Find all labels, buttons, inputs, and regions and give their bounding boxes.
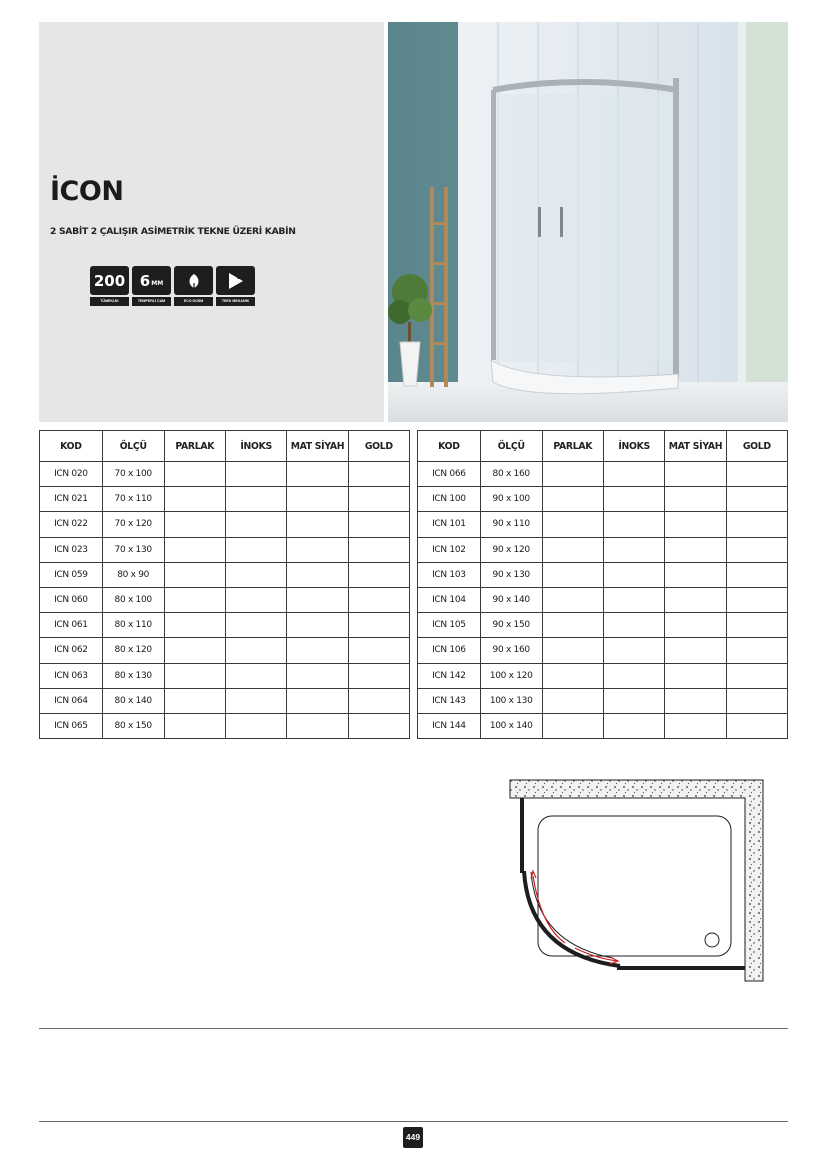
cell-inoks xyxy=(603,613,664,638)
header-mat-siyah: MAT SİYAH xyxy=(665,431,726,462)
cell-parlak xyxy=(542,587,603,612)
cell-parlak xyxy=(164,562,225,587)
cell-inoks xyxy=(603,587,664,612)
cell-kod: ICN 059 xyxy=(40,562,103,587)
cell-mat-siyah xyxy=(665,713,726,738)
badge-unit: MM xyxy=(151,280,164,287)
cell-parlak xyxy=(542,638,603,663)
cell-gold xyxy=(348,462,409,487)
cell-olcu: 70 x 100 xyxy=(102,462,164,487)
table-row xyxy=(40,688,410,713)
table-row xyxy=(40,537,410,562)
badge-caption: TEMPERLİ CAM xyxy=(132,297,171,306)
cell-mat-siyah xyxy=(665,663,726,688)
cell-inoks xyxy=(225,663,286,688)
cell-inoks xyxy=(603,462,664,487)
cell-gold xyxy=(348,638,409,663)
cell-olcu: 80 x 100 xyxy=(102,587,164,612)
cell-inoks xyxy=(603,663,664,688)
table-row xyxy=(418,613,788,638)
cell-mat-siyah xyxy=(665,562,726,587)
cell-mat-siyah xyxy=(287,688,348,713)
cell-inoks xyxy=(603,487,664,512)
cell-gold xyxy=(726,688,787,713)
cell-kod: ICN 104 xyxy=(418,587,481,612)
divider-lower xyxy=(39,1121,788,1122)
hero-panel xyxy=(39,22,384,422)
cell-mat-siyah xyxy=(665,462,726,487)
cell-parlak xyxy=(542,713,603,738)
cell-parlak xyxy=(164,537,225,562)
cell-gold xyxy=(348,512,409,537)
badge-200 xyxy=(90,266,129,306)
cell-parlak xyxy=(542,537,603,562)
header-olcu: ÖLÇÜ xyxy=(480,431,542,462)
table-row xyxy=(418,512,788,537)
cell-parlak xyxy=(164,487,225,512)
cell-gold xyxy=(726,713,787,738)
cell-kod: ICN 021 xyxy=(40,487,103,512)
cell-gold xyxy=(348,537,409,562)
cell-inoks xyxy=(225,562,286,587)
page-number: 449 xyxy=(403,1127,423,1148)
cell-inoks xyxy=(603,562,664,587)
cell-inoks xyxy=(225,512,286,537)
badge-eco xyxy=(174,266,213,306)
cell-olcu: 70 x 120 xyxy=(102,512,164,537)
cell-kod: ICN 061 xyxy=(40,613,103,638)
header-olcu: ÖLÇÜ xyxy=(102,431,164,462)
cell-inoks xyxy=(225,713,286,738)
cabin-plan-diagram xyxy=(505,776,767,986)
cell-mat-siyah xyxy=(287,512,348,537)
badge-caption: TÜMEKLİK xyxy=(90,297,129,306)
table-row xyxy=(418,663,788,688)
cell-kod: ICN 100 xyxy=(418,487,481,512)
cell-gold xyxy=(348,688,409,713)
header-kod: KOD xyxy=(40,431,103,462)
cell-kod: ICN 022 xyxy=(40,512,103,537)
cell-olcu: 100 x 130 xyxy=(480,688,542,713)
header-parlak: PARLAK xyxy=(542,431,603,462)
cell-inoks xyxy=(225,462,286,487)
table-row xyxy=(40,587,410,612)
header-parlak: PARLAK xyxy=(164,431,225,462)
product-title: İCON xyxy=(50,176,124,207)
cell-kod: ICN 066 xyxy=(418,462,481,487)
header-mat-siyah: MAT SİYAH xyxy=(287,431,348,462)
cell-olcu: 80 x 140 xyxy=(102,688,164,713)
cell-kod: ICN 142 xyxy=(418,663,481,688)
cell-gold xyxy=(726,462,787,487)
cell-gold xyxy=(348,713,409,738)
cell-parlak xyxy=(164,688,225,713)
cell-kod: ICN 102 xyxy=(418,537,481,562)
cell-gold xyxy=(726,487,787,512)
cell-inoks xyxy=(603,638,664,663)
cell-parlak xyxy=(164,613,225,638)
cell-mat-siyah xyxy=(287,663,348,688)
product-photo xyxy=(388,22,788,422)
cell-olcu: 100 x 140 xyxy=(480,713,542,738)
cell-gold xyxy=(348,487,409,512)
cell-mat-siyah xyxy=(665,512,726,537)
cell-olcu: 90 x 140 xyxy=(480,587,542,612)
cell-olcu: 90 x 160 xyxy=(480,638,542,663)
header-gold: GOLD xyxy=(726,431,787,462)
cell-olcu: 90 x 110 xyxy=(480,512,542,537)
cell-kod: ICN 062 xyxy=(40,638,103,663)
cell-olcu: 90 x 120 xyxy=(480,537,542,562)
cell-parlak xyxy=(542,688,603,713)
cell-olcu: 90 x 100 xyxy=(480,487,542,512)
table-header-row xyxy=(418,431,788,462)
table-row xyxy=(40,613,410,638)
leaf-icon xyxy=(174,266,213,295)
cell-mat-siyah xyxy=(287,487,348,512)
cell-mat-siyah xyxy=(665,688,726,713)
cell-parlak xyxy=(164,462,225,487)
price-table-right xyxy=(417,430,788,739)
cell-parlak xyxy=(542,663,603,688)
cell-kod: ICN 105 xyxy=(418,613,481,638)
cell-parlak xyxy=(542,487,603,512)
cell-gold xyxy=(726,587,787,612)
cell-kod: ICN 144 xyxy=(418,713,481,738)
table-row xyxy=(40,713,410,738)
header-kod: KOD xyxy=(418,431,481,462)
table-row xyxy=(40,638,410,663)
cell-gold xyxy=(348,613,409,638)
cell-gold xyxy=(348,562,409,587)
cell-inoks xyxy=(225,613,286,638)
table-row xyxy=(40,663,410,688)
badge-caption: ECO DOSM xyxy=(174,297,213,306)
badge-value: 200 xyxy=(90,266,129,295)
badge-value xyxy=(132,266,171,295)
divider-upper xyxy=(39,1028,788,1029)
table-row xyxy=(418,587,788,612)
cell-kod: ICN 065 xyxy=(40,713,103,738)
cell-mat-siyah xyxy=(665,487,726,512)
table-row xyxy=(40,562,410,587)
cell-parlak xyxy=(542,512,603,537)
table-row xyxy=(418,713,788,738)
cell-kod: ICN 020 xyxy=(40,462,103,487)
cell-olcu: 70 x 130 xyxy=(102,537,164,562)
cell-olcu: 80 x 120 xyxy=(102,638,164,663)
cell-parlak xyxy=(164,587,225,612)
cell-olcu: 80 x 90 xyxy=(102,562,164,587)
cell-mat-siyah xyxy=(665,587,726,612)
cell-inoks xyxy=(225,638,286,663)
cell-gold xyxy=(726,638,787,663)
cell-gold xyxy=(726,613,787,638)
cell-olcu: 90 x 130 xyxy=(480,562,542,587)
cell-mat-siyah xyxy=(287,587,348,612)
cell-gold xyxy=(726,663,787,688)
feature-badges xyxy=(90,266,255,306)
cell-parlak xyxy=(542,462,603,487)
cell-olcu: 70 x 110 xyxy=(102,487,164,512)
shower-icon xyxy=(216,266,255,295)
header-inoks: İNOKS xyxy=(603,431,664,462)
cell-mat-siyah xyxy=(287,537,348,562)
cell-inoks xyxy=(603,713,664,738)
cell-kod: ICN 023 xyxy=(40,537,103,562)
cell-parlak xyxy=(164,713,225,738)
badge-6mm xyxy=(132,266,171,306)
table-header-row xyxy=(40,431,410,462)
price-table-left xyxy=(39,430,410,739)
cell-kod: ICN 064 xyxy=(40,688,103,713)
table-row xyxy=(418,462,788,487)
cell-gold xyxy=(348,587,409,612)
cell-gold xyxy=(726,562,787,587)
table-row xyxy=(418,638,788,663)
cell-gold xyxy=(348,663,409,688)
cell-inoks xyxy=(603,688,664,713)
cell-inoks xyxy=(225,587,286,612)
table-row xyxy=(418,562,788,587)
table-row xyxy=(418,537,788,562)
cell-kod: ICN 063 xyxy=(40,663,103,688)
cell-inoks xyxy=(225,487,286,512)
cell-parlak xyxy=(164,512,225,537)
cell-gold xyxy=(726,537,787,562)
cell-parlak xyxy=(542,562,603,587)
cell-inoks xyxy=(225,688,286,713)
cell-kod: ICN 143 xyxy=(418,688,481,713)
header-inoks: İNOKS xyxy=(225,431,286,462)
cell-kod: ICN 106 xyxy=(418,638,481,663)
cell-mat-siyah xyxy=(287,613,348,638)
cell-mat-siyah xyxy=(665,638,726,663)
cell-gold xyxy=(726,512,787,537)
cell-mat-siyah xyxy=(665,537,726,562)
cell-olcu: 80 x 130 xyxy=(102,663,164,688)
cell-inoks xyxy=(225,537,286,562)
cell-olcu: 90 x 150 xyxy=(480,613,542,638)
cell-parlak xyxy=(164,663,225,688)
cell-mat-siyah xyxy=(287,462,348,487)
cell-parlak xyxy=(542,613,603,638)
badge-number: 6 xyxy=(139,271,151,290)
header-gold: GOLD xyxy=(348,431,409,462)
cell-kod: ICN 101 xyxy=(418,512,481,537)
cell-olcu: 80 x 110 xyxy=(102,613,164,638)
cell-mat-siyah xyxy=(287,638,348,663)
cell-kod: ICN 060 xyxy=(40,587,103,612)
table-row xyxy=(418,688,788,713)
cell-parlak xyxy=(164,638,225,663)
table-row xyxy=(418,487,788,512)
cell-mat-siyah xyxy=(665,613,726,638)
table-row xyxy=(40,462,410,487)
cell-mat-siyah xyxy=(287,562,348,587)
cell-olcu: 80 x 150 xyxy=(102,713,164,738)
product-subtitle: 2 SABİT 2 ÇALIŞIR ASİMETRİK TEKNE ÜZERİ KABİN xyxy=(50,226,296,237)
cell-mat-siyah xyxy=(287,713,348,738)
table-row xyxy=(40,512,410,537)
cell-inoks xyxy=(603,512,664,537)
cell-olcu: 80 x 160 xyxy=(480,462,542,487)
cell-olcu: 100 x 120 xyxy=(480,663,542,688)
cell-inoks xyxy=(603,537,664,562)
badge-mechanism xyxy=(216,266,255,306)
cell-kod: ICN 103 xyxy=(418,562,481,587)
badge-caption: TEEK MEKANİK xyxy=(216,297,255,306)
table-row xyxy=(40,487,410,512)
